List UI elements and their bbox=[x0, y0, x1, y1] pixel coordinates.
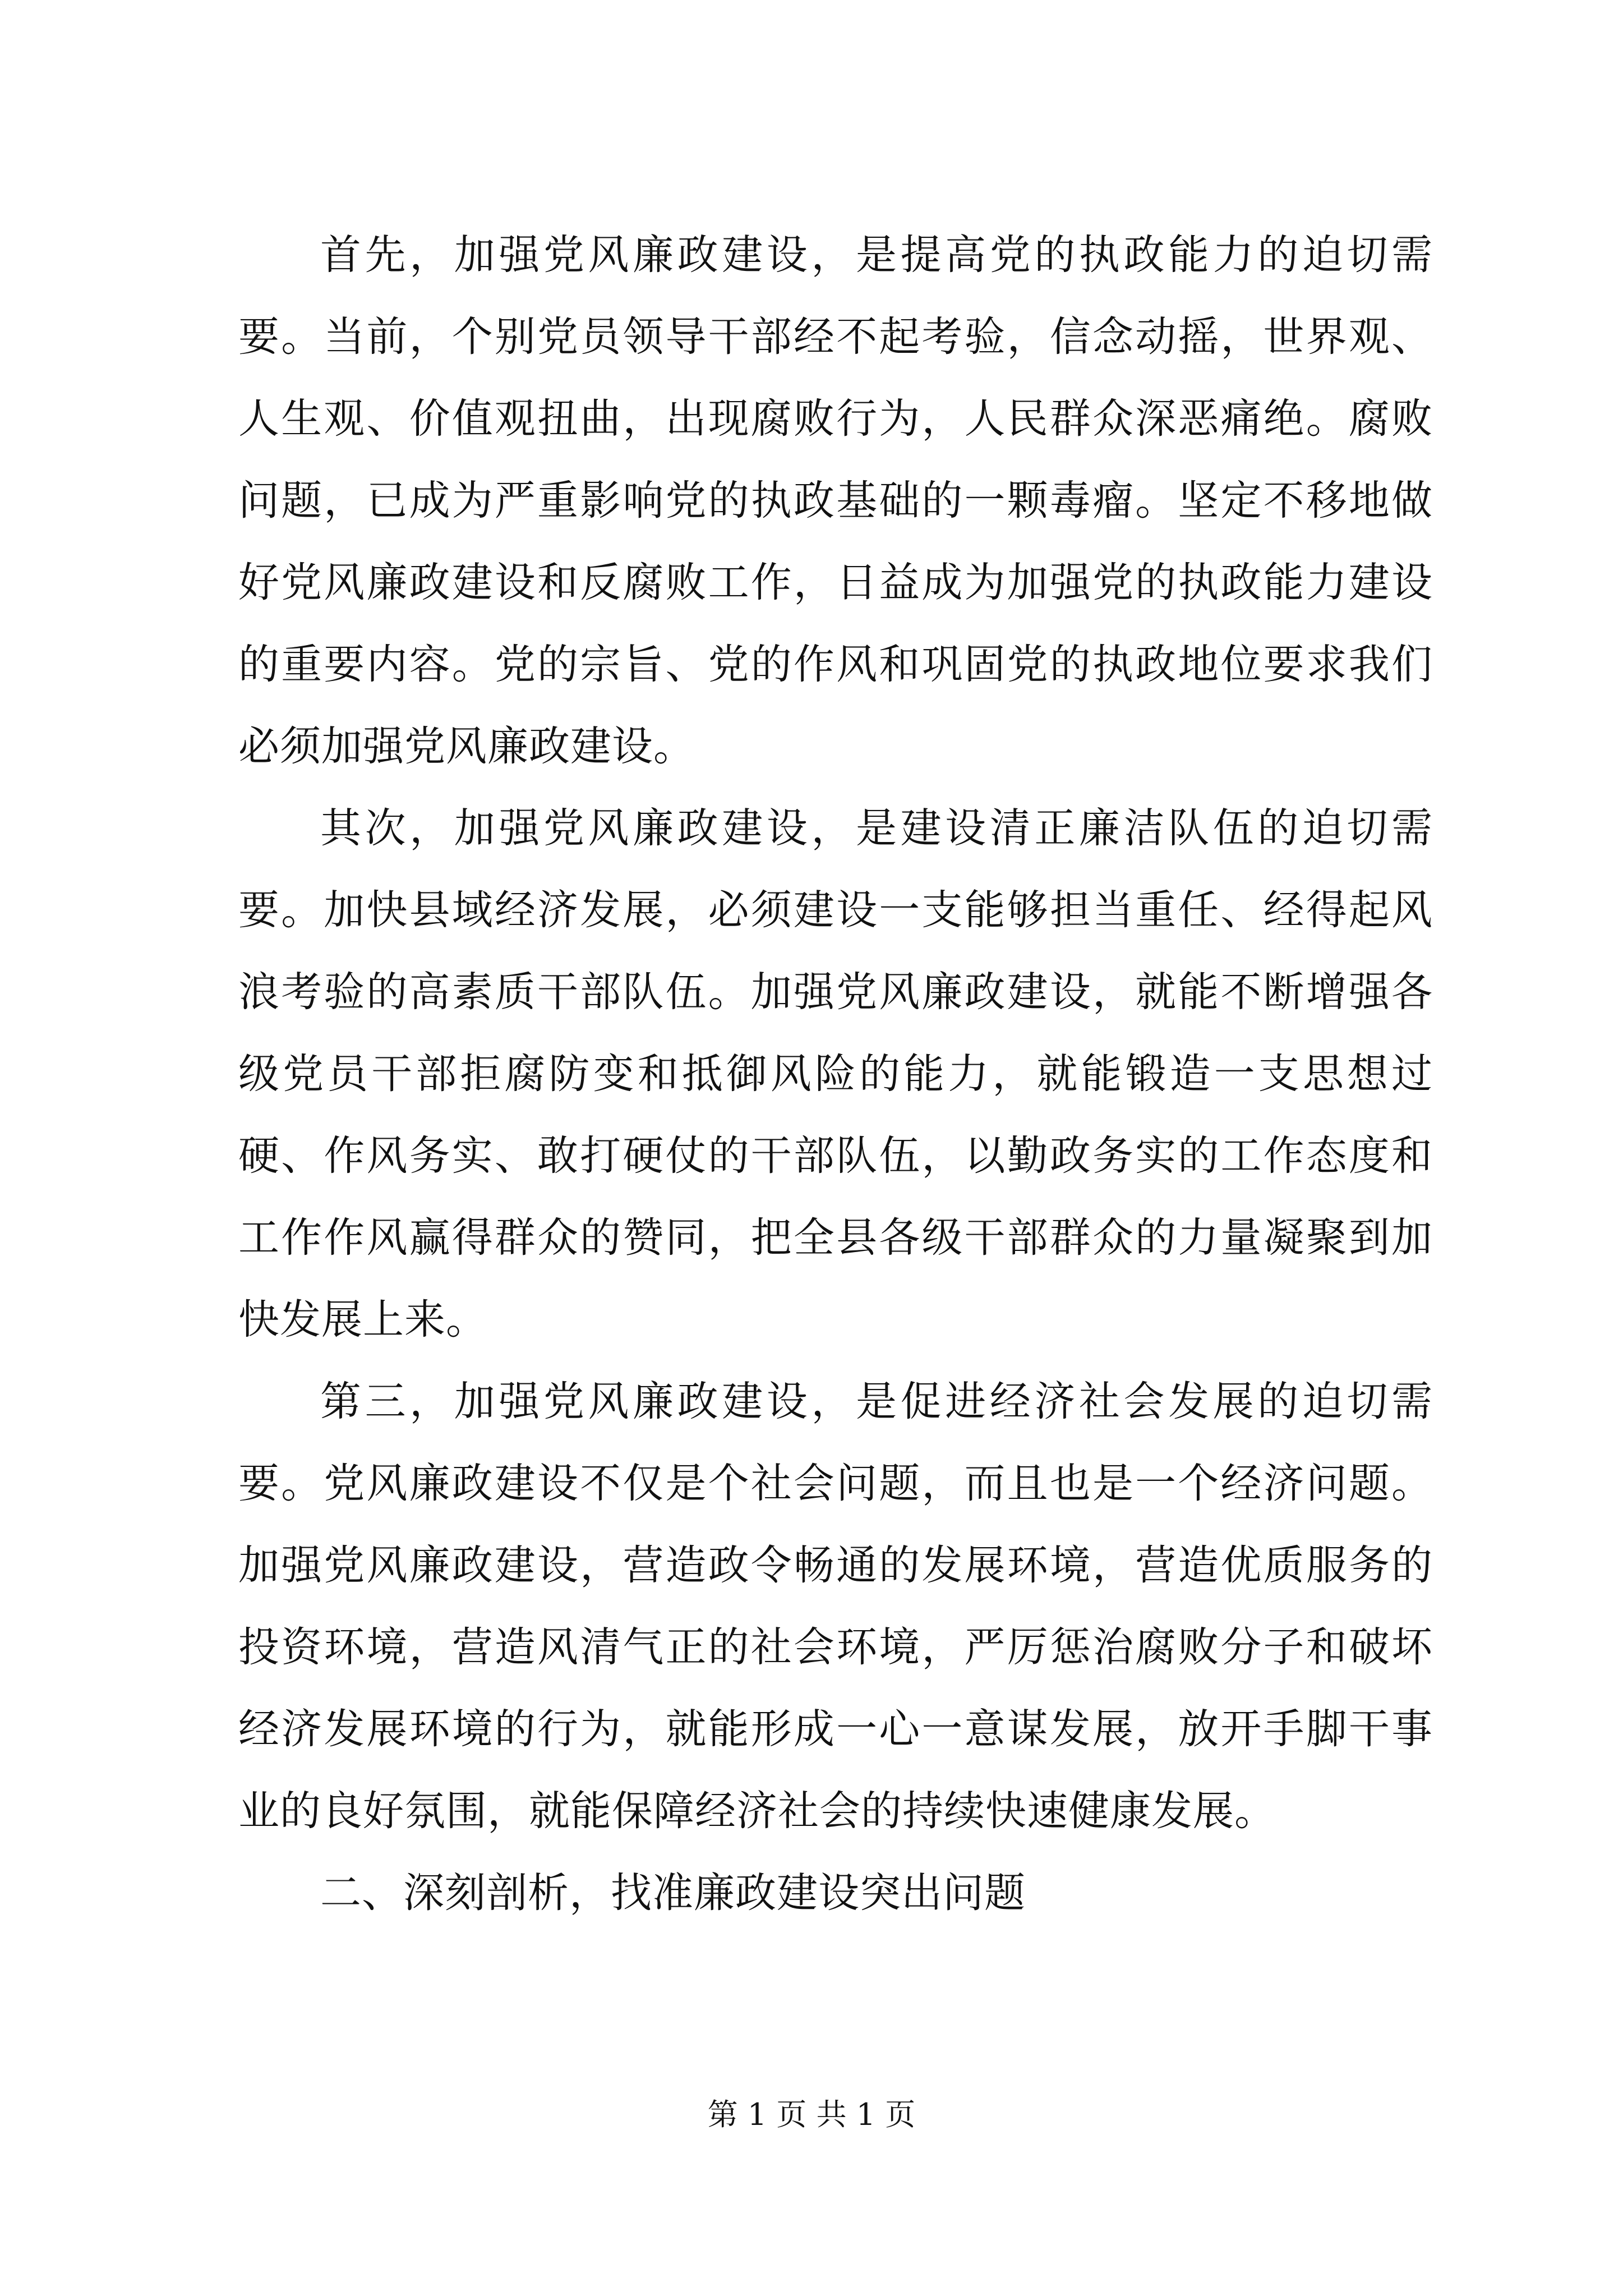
paragraph-2: 其次，加强党风廉政建设，是建设清正廉洁队伍的迫切需要。加快县域经济发展，必须建设一支能够担当重任、经得起风浪考验的高素质干部队伍。加强党风廉政建设，就能不断增强各级党员干部拒腐防变和抵御风险的能力，就能锻造一支思想过硬、作风务实、敢打硬仗的干部队伍，以勤政务实的工作态度和工作作风赢得群众的赞同，把全县各级干部群众的力量凝聚到加快发展上来。 bbox=[238, 804, 1433, 1343]
paragraph-3: 第三，加强党风廉政建设，是促进经济社会发展的迫切需要。党风廉政建设不仅是个社会问题，而且也是一个经济问题。加强党风廉政建设，营造政令畅通的发展环境，营造优质服务的投资环境，营造风清气正的社会环境，严厉惩治腐败分子和破坏经济发展环境的行为，就能形成一心一意谋发展，放开手脚干事业的良好氛围，就能保障经济社会的持续快速健康发展。 bbox=[238, 1378, 1433, 1835]
page-footer: 第 1 页 共 1 页 bbox=[707, 2097, 916, 2132]
document-body bbox=[238, 214, 1433, 1934]
paragraph-1: 首先，加强党风廉政建设，是提高党的执政能力的迫切需要。当前，个别党员领导干部经不起考验，信念动摇，世界观、人生观、价值观扭曲，出现腐败行为，人民群众深恶痛绝。腐败问题，已成为严重影响党的执政基础的一颗毒瘤。坚定不移地做好党风廉政建设和反腐败工作，日益成为加强党的执政能力建设的重要内容。党的宗旨、党的作风和巩固党的执政地位要求我们必须加强党风廉政建设。 bbox=[238, 231, 1433, 770]
section-heading: 二、深刻剖析，找准廉政建设突出问题 bbox=[320, 1869, 1026, 1917]
